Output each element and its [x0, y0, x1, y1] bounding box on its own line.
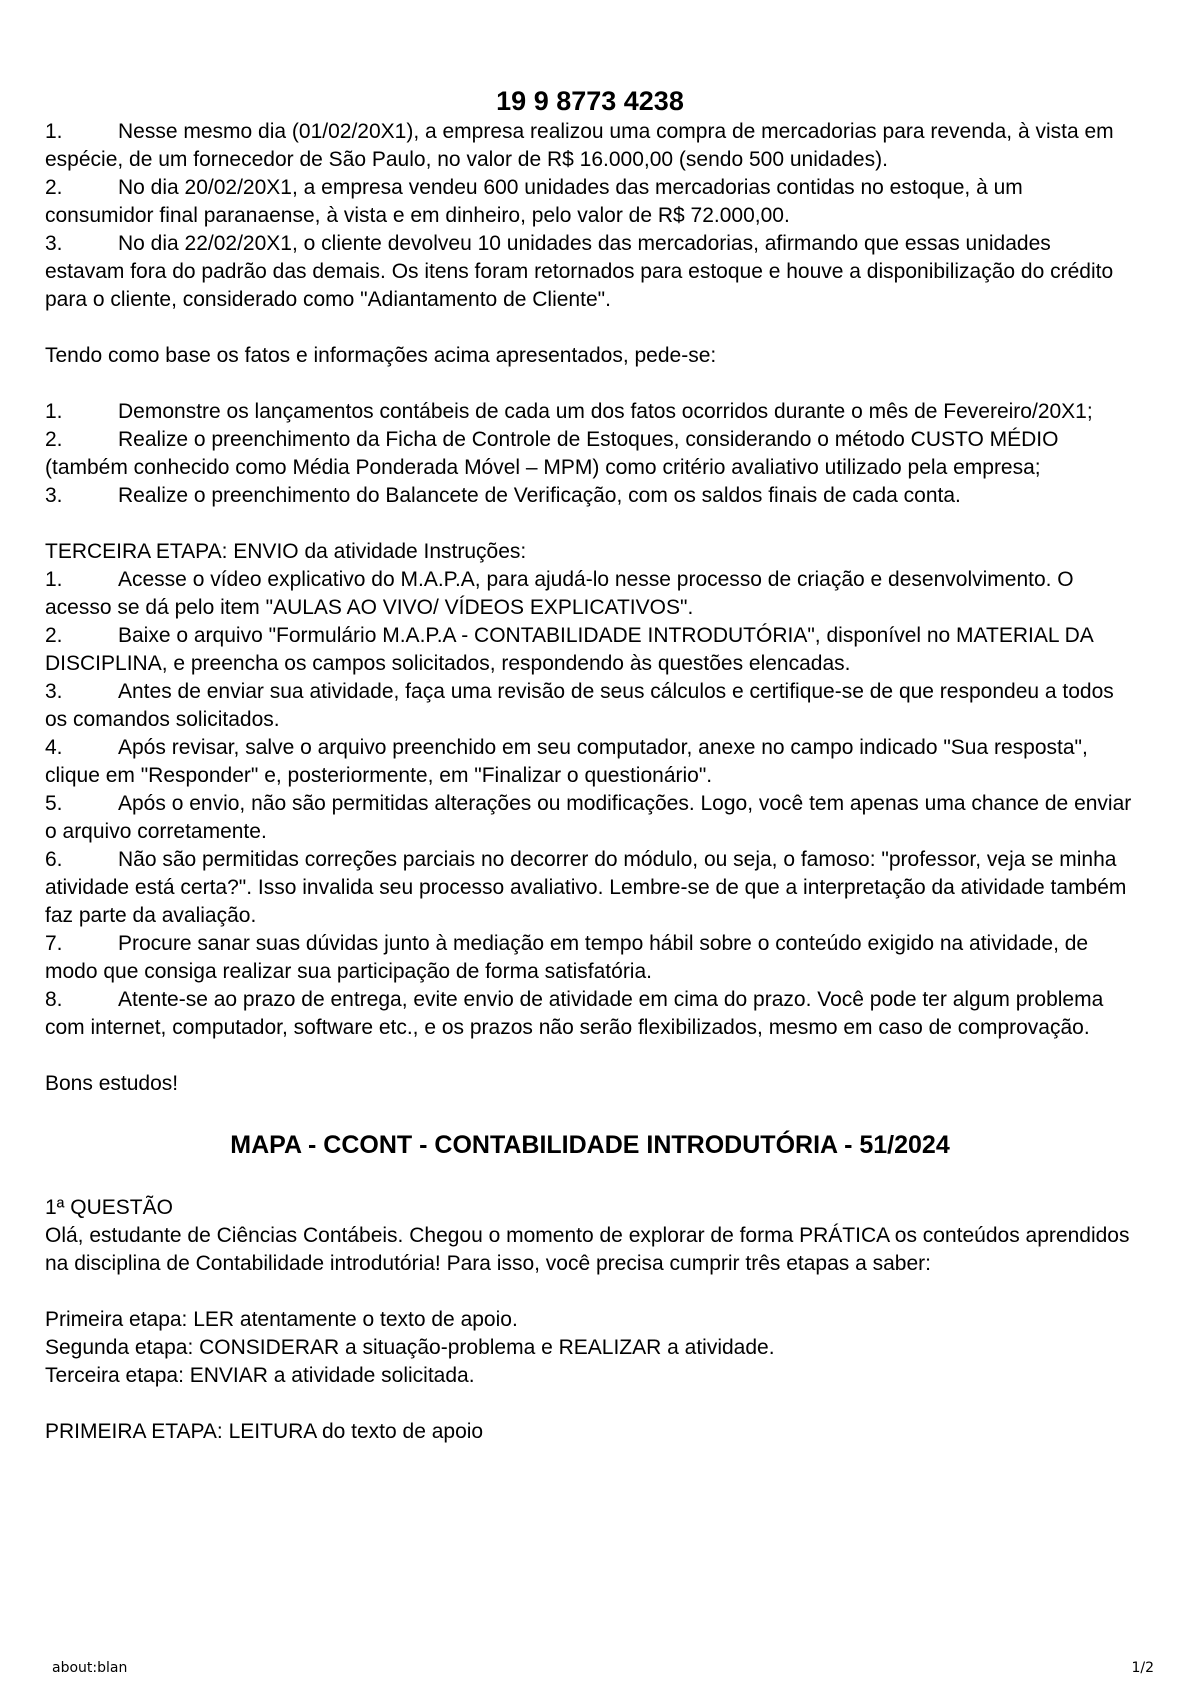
- document-page: [45, 84, 1135, 1446]
- question-label: 1ª QUESTÃO: [45, 1196, 173, 1219]
- list-item: 3. No dia 22/02/20X1, o cliente devolveu 10 unidades das mercadorias, afirmando que essas unidades estavam fora do padrão das demais. Os itens foram retornados para estoque e houve a disponibilização do crédito para o cliente, considerado como "Adiantamento de Cliente".: [45, 232, 1114, 311]
- list-item: 2. Baixe o arquivo "Formulário M.A.P.A - CONTABILIDADE INTRODUTÓRIA", disponível no MATERIAL DA DISCIPLINA, e preencha os campos solicitados, respondendo às questões elencadas.: [45, 624, 1093, 675]
- list-item: 2. Realize o preenchimento da Ficha de Controle de Estoques, considerando o método CUSTO MÉDIO (também conhecido como Média Ponderada Móvel – MPM) como critério avaliativo utilizado pela empresa;: [45, 428, 1059, 479]
- list-item: 7. Procure sanar suas dúvidas junto à mediação em tempo hábil sobre o conteúdo exigido na atividade, de modo que consiga realizar sua participação de forma satisfatória.: [45, 932, 1089, 983]
- request-intro: Tendo como base os fatos e informações acima apresentados, pede-se:: [45, 344, 717, 367]
- footer-url: about:blan: [52, 1660, 128, 1676]
- facts-list: [45, 118, 1135, 314]
- list-item: 5. Após o envio, não são permitidas alterações ou modificações. Logo, você tem apenas uma chance de enviar o arquivo corretamente.: [45, 792, 1132, 843]
- list-item: 3. Antes de enviar sua atividade, faça uma revisão de seus cálculos e certifique-se de que respondeu a todos os comandos solicitados.: [45, 680, 1114, 731]
- list-item: 8. Atente-se ao prazo de entrega, evite envio de atividade em cima do prazo. Você pode ter algum problema com internet, computador, software etc., e os prazos não serão flexibilizados, mesmo em caso de comprovação.: [45, 988, 1104, 1039]
- phone-heading: 19 9 8773 4238: [496, 86, 684, 116]
- footer-page-number: 1/2: [1131, 1660, 1154, 1676]
- list-item: 1. Nesse mesmo dia (01/02/20X1), a empresa realizou uma compra de mercadorias para revenda, à vista em espécie, de um fornecedor de São Paulo, no valor de R$ 16.000,00 (sendo 500 unidades).: [45, 120, 1114, 171]
- list-item: 2. No dia 20/02/20X1, a empresa vendeu 600 unidades das mercadorias contidas no estoque, à um consumidor final paranaense, à vista e em dinheiro, pelo valor de R$ 72.000,00.: [45, 176, 1023, 227]
- stages-list: [45, 1306, 1135, 1390]
- third-stage-title: TERCEIRA ETAPA: ENVIO da atividade Instruções:: [45, 540, 527, 563]
- question-intro: Olá, estudante de Ciências Contábeis. Chegou o momento de explorar de forma PRÁTICA os conteúdos aprendidos na disciplina de Contabilidade introdutória! Para isso, você precisa cumprir três etapas a saber:: [45, 1224, 1130, 1275]
- list-item: Segunda etapa: CONSIDERAR a situação-problema e REALIZAR a atividade.: [45, 1336, 775, 1359]
- instructions-list: [45, 566, 1135, 1042]
- list-item: 1. Acesse o vídeo explicativo do M.A.P.A, para ajudá-lo nesse processo de criação e desenvolvimento. O acesso se dá pelo item "AULAS AO VIVO/ VÍDEOS EXPLICATIVOS".: [45, 568, 1074, 619]
- list-item: Primeira etapa: LER atentamente o texto de apoio.: [45, 1308, 518, 1331]
- list-item: 3. Realize o preenchimento do Balancete de Verificação, com os saldos finais de cada conta.: [45, 484, 961, 507]
- requests-list: [45, 398, 1135, 510]
- list-item: 6. Não são permitidas correções parciais no decorrer do módulo, ou seja, o famoso: "professor, veja se minha atividade está certa?". Isso invalida seu processo avaliativo. Lembre-se de que a interpretação da atividade também faz parte da avaliação.: [45, 848, 1127, 927]
- list-item: Terceira etapa: ENVIAR a atividade solicitada.: [45, 1364, 475, 1387]
- mapa-title: MAPA - CCONT - CONTABILIDADE INTRODUTÓRIA - 51/2024: [230, 1131, 950, 1159]
- first-stage-title: PRIMEIRA ETAPA: LEITURA do texto de apoio: [45, 1420, 484, 1443]
- list-item: 4. Após revisar, salve o arquivo preenchido em seu computador, anexe no campo indicado "Sua resposta", clique em "Responder" e, posteriormente, em "Finalizar o questionário".: [45, 736, 1088, 787]
- list-item: 1. Demonstre os lançamentos contábeis de cada um dos fatos ocorridos durante o mês de Fevereiro/20X1;: [45, 400, 1093, 423]
- closing-text: Bons estudos!: [45, 1072, 179, 1095]
